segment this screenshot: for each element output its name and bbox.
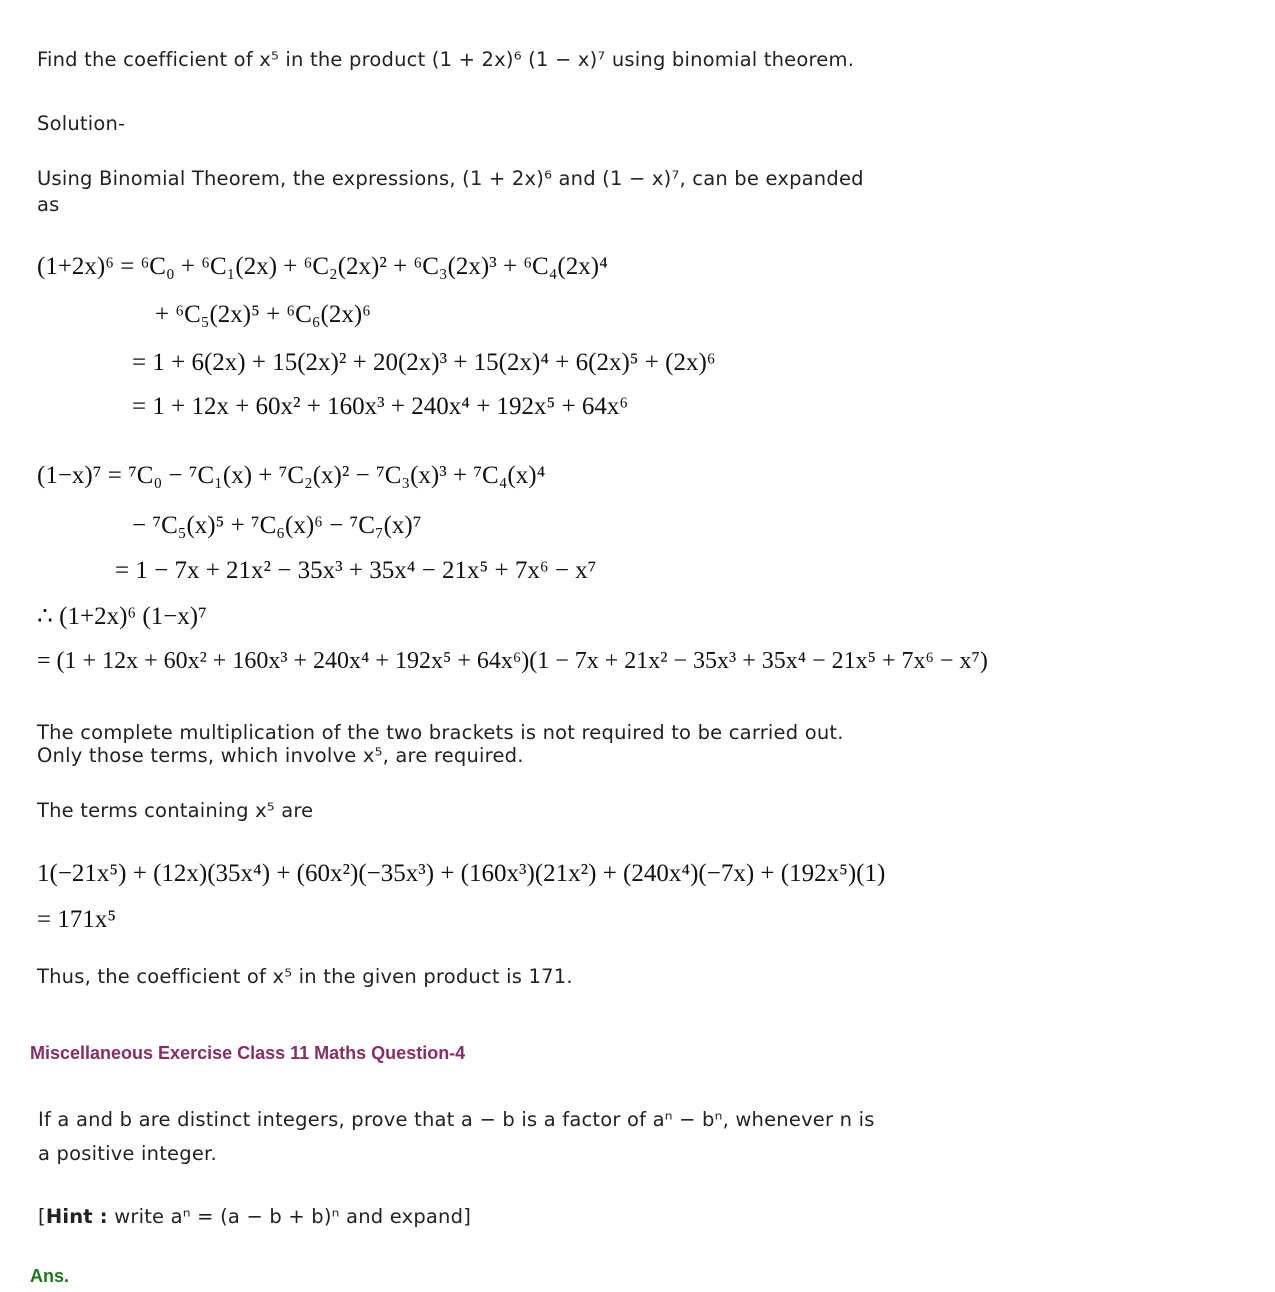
expansion-1-line-1: (1+2x)⁶ = ⁶C₀ + ⁶C₁(2x) + ⁶C₂(2x)² + ⁶C₃(2x)³ + ⁶C₄(2x)⁴: [37, 253, 608, 280]
intro-line-2: as: [37, 193, 60, 216]
hint-bracket: [: [38, 1205, 46, 1228]
expansion-2-line-3: = 1 − 7x + 21x² − 35x³ + 35x⁴ − 21x⁵ + 7x⁶ − x⁷: [115, 557, 597, 584]
product-line-2: = (1 + 12x + 60x² + 160x³ + 240x⁴ + 192x⁵ + 64x⁶)(1 − 7x + 21x² − 35x³ + 35x⁴ − 21x⁵ + 7x⁶ − x⁷): [37, 648, 988, 674]
product-line-1: ∴ (1+2x)⁶ (1−x)⁷: [37, 603, 207, 630]
expansion-2-line-2: − ⁷C₅(x)⁵ + ⁷C₆(x)⁶ − ⁷C₇(x)⁷: [132, 512, 422, 539]
hint-text: write aⁿ = (a − b + b)ⁿ and expand]: [107, 1205, 472, 1228]
terms-line-2: = 171x⁵: [37, 906, 117, 933]
hint-label: Hint :: [45, 1205, 108, 1228]
expansion-1-line-4: = 1 + 12x + 60x² + 160x³ + 240x⁴ + 192x⁵ + 64x⁶: [132, 393, 629, 420]
solution-label: Solution-: [37, 112, 126, 135]
question-4-line-1: If a and b are distinct integers, prove that a − b is a factor of aⁿ − bⁿ, whenever n is: [38, 1108, 875, 1131]
answer-label: Ans.: [30, 1266, 70, 1286]
terms-label: The terms containing x⁵ are: [37, 799, 314, 822]
expansion-1-line-2: + ⁶C₅(2x)⁵ + ⁶C₆(2x)⁶: [155, 301, 371, 328]
question-text: Find the coefficient of x⁵ in the product (1 + 2x)⁶ (1 − x)⁷ using binomial theorem.: [37, 48, 855, 71]
note-line-1: The complete multiplication of the two brackets is not required to be carried out.: [37, 721, 844, 744]
intro-line-1: Using Binomial Theorem, the expressions, (1 + 2x)⁶ and (1 − x)⁷, can be expanded: [37, 167, 864, 190]
question-4-line-2: a positive integer.: [38, 1142, 217, 1165]
expansion-2-line-1: (1−x)⁷ = ⁷C₀ − ⁷C₁(x) + ⁷C₂(x)² − ⁷C₃(x)³ + ⁷C₄(x)⁴: [37, 462, 546, 489]
question-4-heading: Miscellaneous Exercise Class 11 Maths Question-4: [30, 1043, 466, 1063]
conclusion-text: Thus, the coefficient of x⁵ in the given product is 171.: [37, 965, 573, 988]
terms-line-1: 1(−21x⁵) + (12x)(35x⁴) + (60x²)(−35x³) + (160x³)(21x²) + (240x⁴)(−7x) + (192x⁵)(1): [37, 860, 886, 887]
note-line-2: Only those terms, which involve x⁵, are required.: [37, 744, 524, 767]
expansion-1-line-3: = 1 + 6(2x) + 15(2x)² + 20(2x)³ + 15(2x)⁴ + 6(2x)⁵ + (2x)⁶: [132, 349, 716, 376]
hint-line: [38, 1205, 471, 1228]
